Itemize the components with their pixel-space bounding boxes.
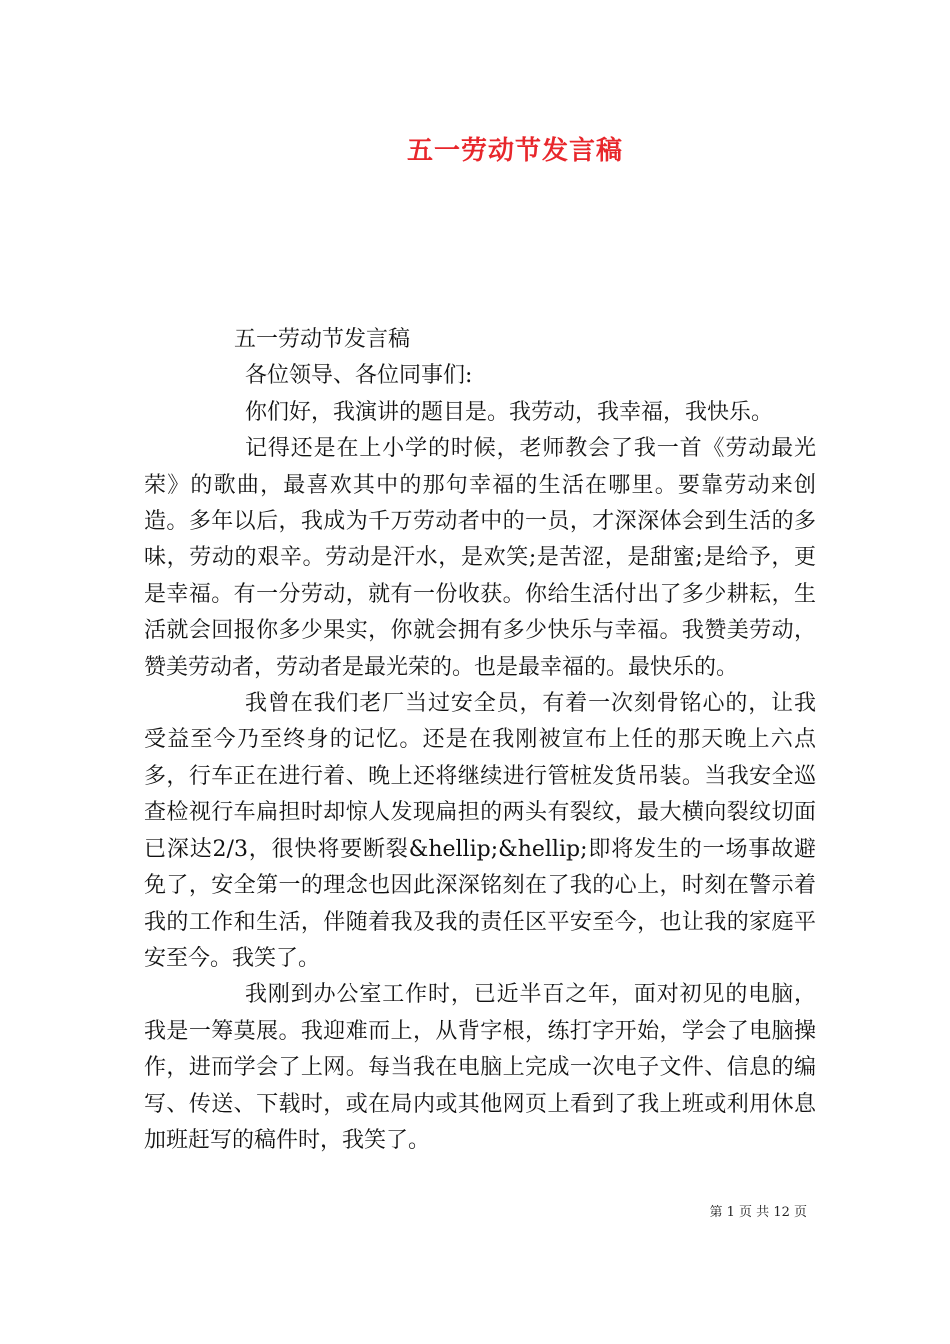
document-subtitle: 五一劳动节发言稿 — [234, 327, 411, 352]
document-title: 五一劳动节发言稿 — [406, 136, 623, 166]
paragraph-safety-officer: 我曾在我们老厂当过安全员，有着一次刻骨铭心的，让我受益至今乃至终身的记忆。还是在我刚被宣布上任的那天晚上六点多，行车正在进行着、晚上还将继续进行管桩发货吊装。当我安全巡查检视行车扁担时却惊人发现扁担的两头有裂纹，最大横向裂纹切面已深达2/3，很快将要断裂&hellip;&hellip;即将发生的一场事故避免了，安全第一的理念也因此深深铭刻在了我的心上，时刻在警示着我的工作和生活，伴随着我及我的责任区平安至今，也让我的家庭平安至今。我笑了。 — [144, 691, 816, 971]
salutation: 各位领导、各位同事们: — [245, 363, 473, 389]
page-number-footer: 第 1 页 共 12 页 — [709, 1205, 807, 1220]
document-body — [144, 322, 816, 1159]
paragraph-computer-learning: 我刚到办公室工作时，已近半百之年，面对初见的电脑，我是一筹莫展。我迎难而上，从背字根，练打字开始，学会了电脑操作，进而学会了上网。每当我在电脑上完成一次电子文件、信息的编写、传送、下载时，或在局内或其他网页上看到了我上班或利用休息加班赶写的稿件时，我笑了。 — [144, 982, 816, 1153]
paragraph-labor-song: 记得还是在上小学的时候，老师教会了我一首《劳动最光荣》的歌曲，最喜欢其中的那句幸福的生活在哪里。要靠劳动来创造。多年以后，我成为千万劳动者中的一员，才深深体会到生活的多味，劳动的艰辛。劳动是汗水，是欢笑;是苦涩，是甜蜜;是给予，更是幸福。有一分劳动，就有一份收获。你给生活付出了多少耕耘，生活就会回报你多少果实，你就会拥有多少快乐与幸福。我赞美劳动，赞美劳动者，劳动者是最光荣的。也是最幸福的。最快乐的。 — [144, 436, 816, 680]
paragraph-greeting: 你们好，我演讲的题目是。我劳动，我幸福，我快乐。 — [245, 399, 774, 425]
